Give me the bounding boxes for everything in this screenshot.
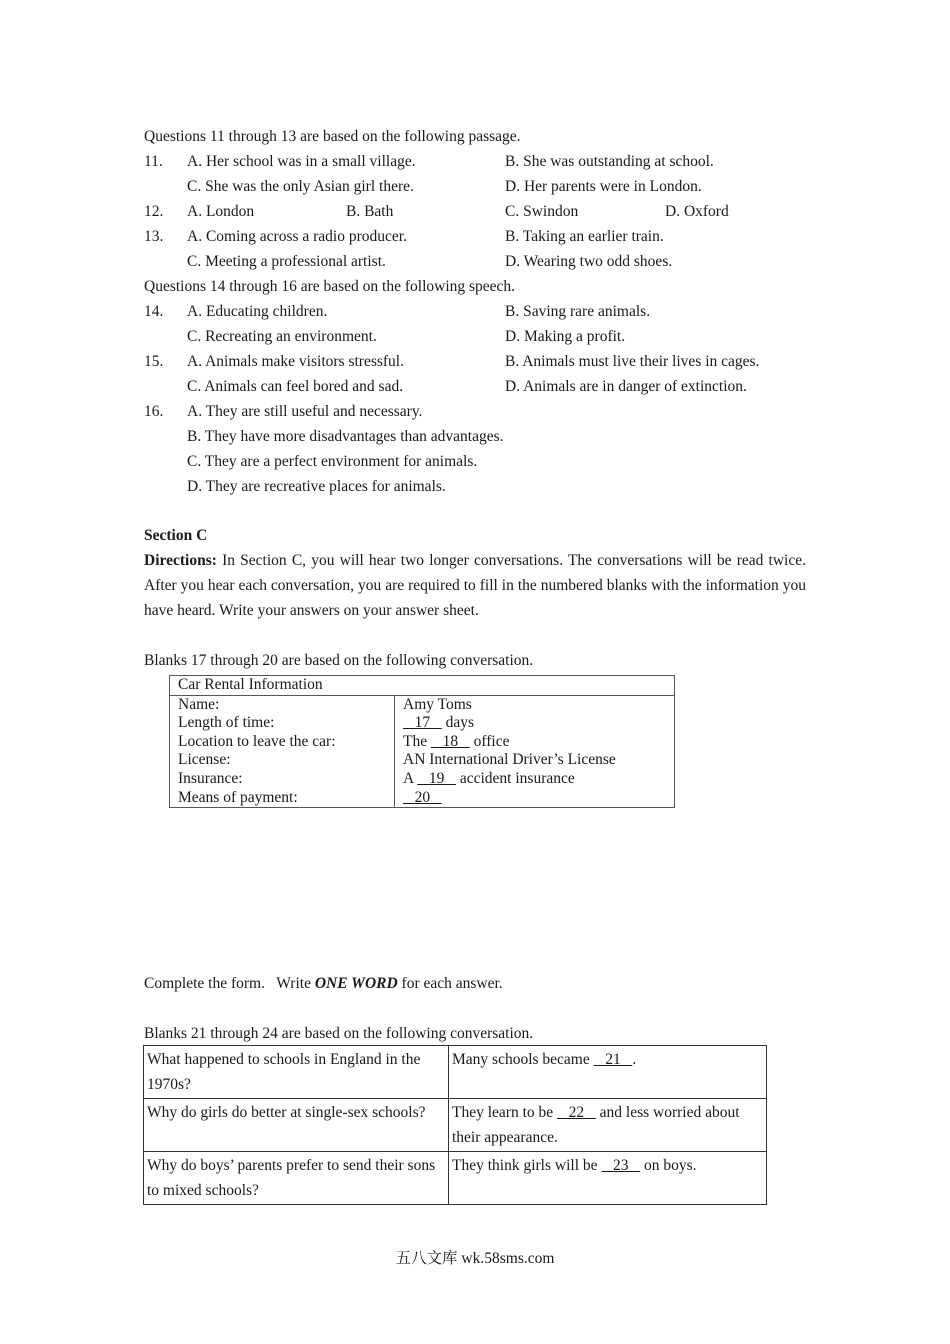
intro-questions-14-16: Questions 14 through 16 are based on the following speech.	[144, 278, 516, 295]
option-b: B. Bath	[346, 203, 394, 220]
school-table	[143, 1045, 767, 1205]
value-license: AN International Driver’s License	[403, 751, 616, 769]
label: Name:	[178, 695, 220, 713]
option-b: B. Taking an earlier train.	[505, 228, 664, 245]
option-c: C. She was the only Asian girl there.	[187, 178, 414, 195]
section-c-directions	[144, 548, 806, 623]
option-b: B. Saving rare animals.	[505, 303, 651, 320]
answer-cell: They learn to be 22 and less worried about their appearance.	[449, 1099, 767, 1152]
blank-20: 20	[403, 788, 442, 806]
option-a: A. London	[187, 203, 255, 220]
option-c: C. Recreating an environment.	[187, 328, 377, 345]
option-b: B. Animals must live their lives in cages.	[505, 353, 760, 370]
label: Length of time:	[178, 714, 275, 732]
option-c: C. Meeting a professional artist.	[187, 253, 386, 270]
blank-17: 17	[403, 714, 442, 732]
label: Location to leave the car:	[178, 732, 336, 750]
label: License:	[178, 751, 231, 769]
question-number: 14.	[144, 303, 164, 320]
blank-23: 23	[601, 1157, 641, 1174]
question-number: 11.	[144, 153, 163, 170]
directions-label: Directions:	[144, 552, 217, 569]
table-row	[144, 1152, 767, 1205]
blank-19: 19	[417, 769, 456, 787]
blank-18: 18	[430, 732, 470, 750]
option-d: D. Wearing two odd shoes.	[505, 253, 673, 270]
value-insurance: A 19 accident insurance	[403, 769, 575, 787]
question-cell: Why do girls do better at single-sex schools?	[144, 1099, 449, 1152]
option-b: B. They have more disadvantages than advantages.	[187, 428, 504, 445]
one-word-emphasis: ONE WORD	[314, 975, 398, 992]
directions-text: In Section C, you will hear two longer conversations. The conversations will be read twice. After you hear each conversation, you are required to fill in the numbered blanks with the information you have heard. Write your answers on your answer sheet.	[144, 552, 806, 619]
intro-blanks-17-20: Blanks 17 through 20 are based on the following conversation.	[144, 652, 534, 669]
option-c: C. Swindon	[505, 203, 579, 220]
question-number: 12.	[144, 203, 164, 220]
section-c-title: Section C	[144, 527, 208, 544]
option-a: A. Her school was in a small village.	[187, 153, 416, 170]
question-number: 15.	[144, 353, 164, 370]
option-d: D. Her parents were in London.	[505, 178, 702, 195]
label: Insurance:	[178, 769, 243, 787]
table-row	[144, 1046, 767, 1099]
intro-blanks-21-24: Blanks 21 through 24 are based on the following conversation.	[144, 1025, 534, 1042]
value-payment	[403, 789, 674, 808]
question-number: 13.	[144, 228, 164, 245]
row-values	[395, 695, 675, 808]
answer-cell: They think girls will be 23 on boys.	[449, 1152, 767, 1205]
car-rental-table	[169, 675, 675, 808]
label: Means of payment:	[178, 788, 298, 806]
option-d: D. Oxford	[665, 203, 729, 220]
value-location: The 18 office	[403, 732, 510, 750]
option-b: B. She was outstanding at school.	[505, 153, 714, 170]
car-table-header: Car Rental Information	[170, 676, 675, 696]
option-a: A. Educating children.	[187, 303, 328, 320]
value-name: Amy Toms	[403, 695, 472, 713]
answer-cell: Many schools became 21 .	[449, 1046, 767, 1099]
option-a: A. They are still useful and necessary.	[187, 403, 423, 420]
blank-22: 22	[557, 1104, 596, 1121]
option-c: C. They are a perfect environment for animals.	[187, 453, 478, 470]
table-row	[170, 695, 675, 808]
row-labels	[170, 695, 395, 808]
option-c: C. Animals can feel bored and sad.	[187, 378, 404, 395]
option-d: D. Animals are in danger of extinction.	[505, 378, 747, 395]
intro-questions-11-13: Questions 11 through 13 are based on the following passage.	[144, 128, 521, 145]
table-row	[144, 1099, 767, 1152]
footer-watermark: 五八文库 wk.58sms.com	[395, 1250, 555, 1267]
option-d: D. Making a profit.	[505, 328, 626, 345]
question-cell: What happened to schools in England in the 1970s?	[144, 1046, 449, 1099]
option-d: D. They are recreative places for animals.	[187, 478, 446, 495]
complete-form-instruction: Complete the form. Write ONE WORD for each answer.	[144, 975, 503, 992]
blank-21: 21	[593, 1051, 633, 1068]
option-a: A. Coming across a radio producer.	[187, 228, 407, 245]
question-cell: Why do boys’ parents prefer to send their sons to mixed schools?	[144, 1152, 449, 1205]
question-number: 16.	[144, 403, 164, 420]
value-length: 17 days	[403, 714, 475, 732]
option-a: A. Animals make visitors stressful.	[187, 353, 404, 370]
